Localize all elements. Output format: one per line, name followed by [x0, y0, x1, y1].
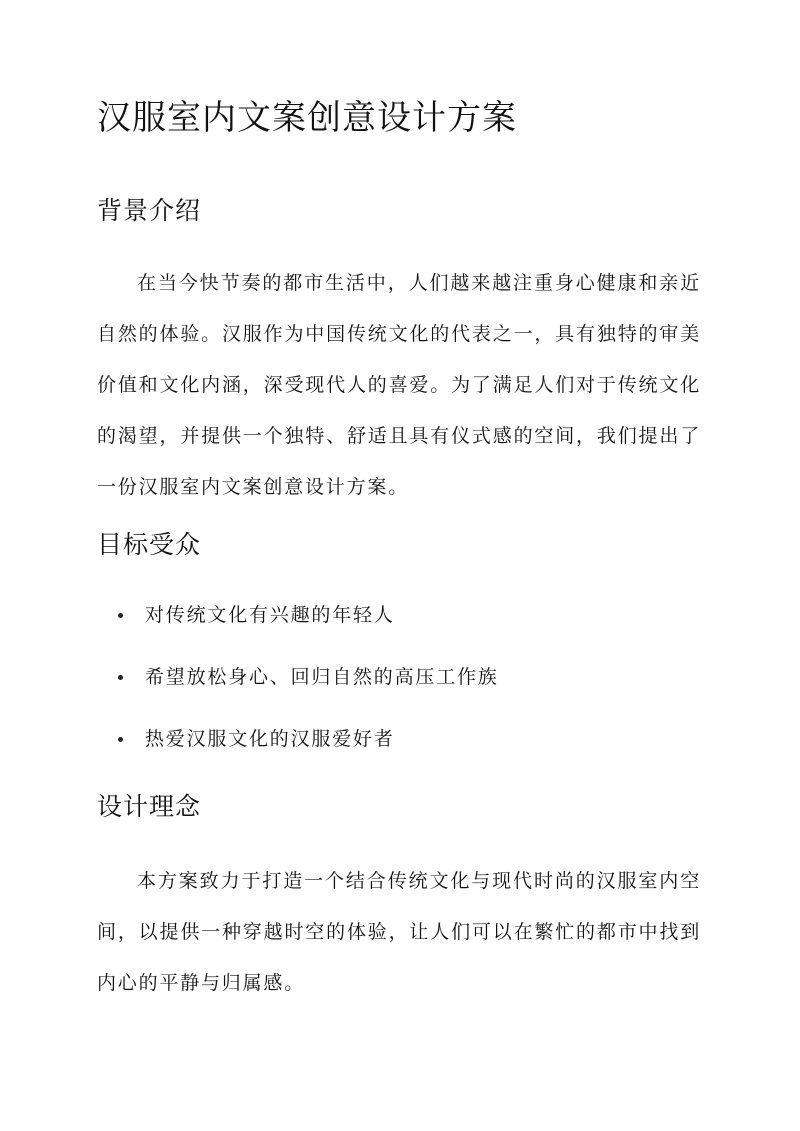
section-heading-background: 背景介绍 — [97, 196, 202, 225]
background-paragraph: 在当今快节奏的都市生活中，人们越来越注重身心健康和亲近自然的体验。汉服作为中国传统文化的代表之一，具有独特的审美价值和文化内涵，深受现代人的喜爱。为了满足人们对于传统文化的渴望，并提供一个独特、舒适且具有仪式感的空间，我们提出了一份汉服室内文案创意设计方案。 — [97, 272, 701, 498]
bullet-icon — [118, 675, 123, 680]
section-heading-audience: 目标受众 — [97, 530, 202, 559]
list-item-text: 希望放松身心、回归自然的高压工作族 — [145, 666, 499, 688]
bullet-icon — [118, 613, 123, 618]
list-item-text: 对传统文化有兴趣的年轻人 — [145, 604, 395, 626]
concept-paragraph: 本方案致力于打造一个结合传统文化与现代时尚的汉服室内空间，以提供一种穿越时空的体验，让人们可以在繁忙的都市中找到内心的平静与归属感。 — [97, 870, 701, 994]
section-heading-concept: 设计理念 — [97, 792, 202, 821]
document-title: 汉服室内文案创意设计方案 — [97, 98, 517, 138]
bullet-icon — [118, 737, 123, 742]
list-item-text: 热爱汉服文化的汉服爱好者 — [145, 728, 395, 750]
